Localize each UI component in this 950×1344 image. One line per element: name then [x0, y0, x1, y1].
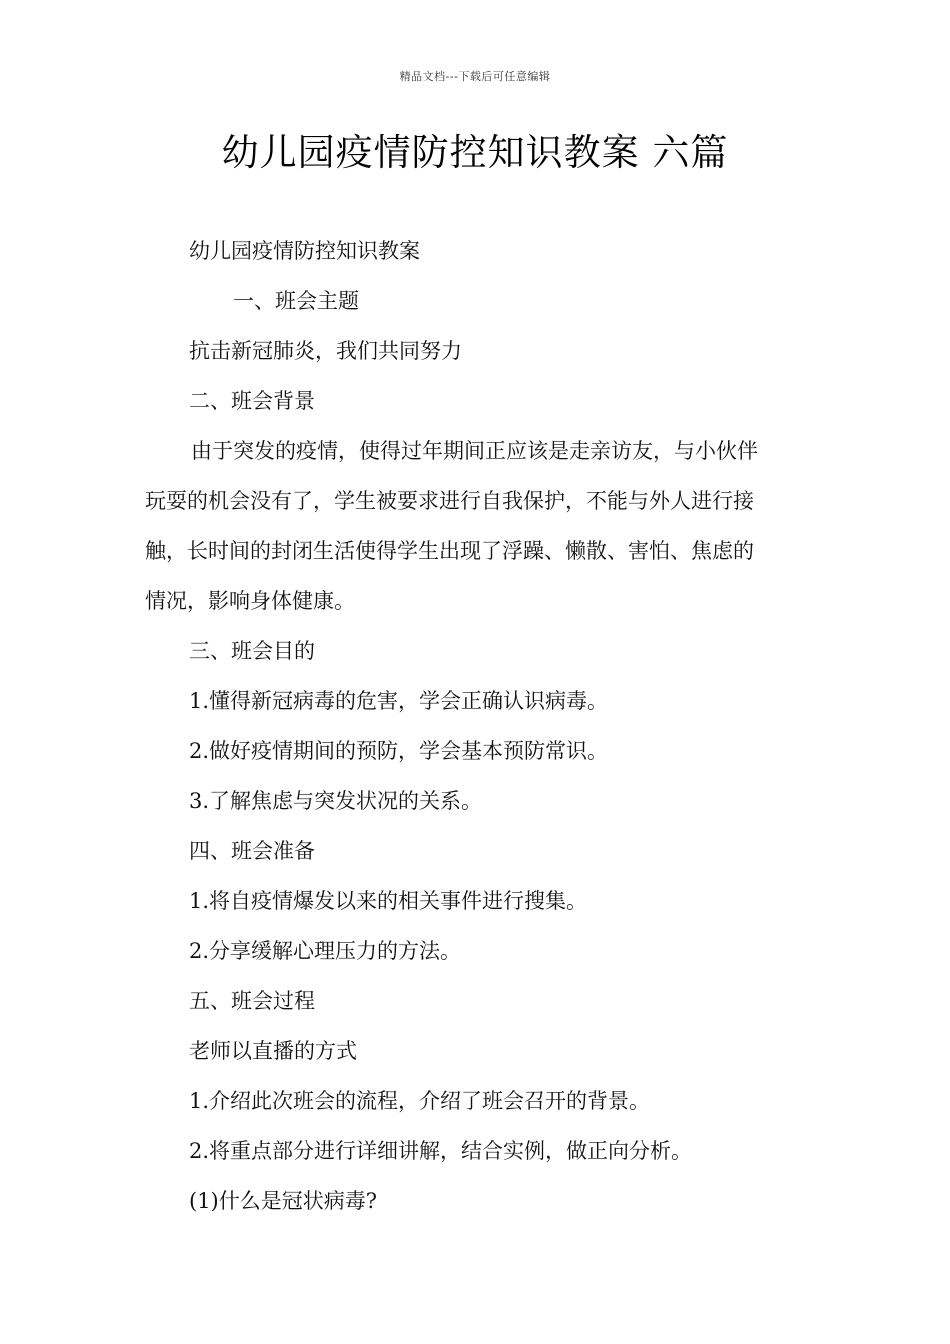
paragraph-background-line-4: 情况，影响身体健康。 — [145, 589, 355, 613]
section-heading-goals: 三、班会目的 — [189, 639, 315, 663]
list-item-goal-1: 1.懂得新冠病毒的危害，学会正确认识病毒。 — [189, 689, 609, 713]
paragraph-background-line-3: 触，长时间的封闭生活使得学生出现了浮躁、懒散、害怕、焦虑的 — [145, 539, 754, 563]
sub-item-question-1: (1)什么是冠状病毒? — [189, 1189, 378, 1213]
list-item-goal-2: 2.做好疫情期间的预防，学会基本预防常识。 — [189, 739, 609, 763]
section-heading-preparation: 四、班会准备 — [189, 839, 315, 863]
list-item-goal-3: 3.了解焦虑与突发状况的关系。 — [189, 789, 483, 813]
paragraph-theme: 抗击新冠肺炎，我们共同努力 — [189, 339, 462, 363]
list-item-process-1: 1.介绍此次班会的流程，介绍了班会召开的背景。 — [189, 1089, 651, 1113]
section-heading-background: 二、班会背景 — [189, 389, 315, 413]
list-item-prep-2: 2.分享缓解心理压力的方法。 — [189, 939, 462, 963]
paragraph-background-line-1: 由于突发的疫情，使得过年期间正应该是走亲访友，与小伙伴 — [191, 439, 758, 463]
list-item-prep-1: 1.将自疫情爆发以来的相关事件进行搜集。 — [189, 889, 588, 913]
paragraph-background-line-2: 玩耍的机会没有了，学生被要求进行自我保护，不能与外人进行接 — [145, 489, 754, 513]
list-item-process-2: 2.将重点部分进行详细讲解，结合实例，做正向分析。 — [189, 1139, 693, 1163]
header-note: 精品文档---下载后可任意编辑 — [399, 70, 551, 83]
section-heading-theme: 一、班会主题 — [233, 289, 359, 313]
document-body — [145, 226, 810, 1226]
paragraph-process-intro: 老师以直播的方式 — [189, 1039, 357, 1063]
section-heading-lesson-plan: 幼儿园疫情防控知识教案 — [189, 239, 420, 263]
section-heading-process: 五、班会过程 — [189, 989, 315, 1013]
document-title: 幼儿园疫情防控知识教案 六篇 — [221, 131, 729, 174]
